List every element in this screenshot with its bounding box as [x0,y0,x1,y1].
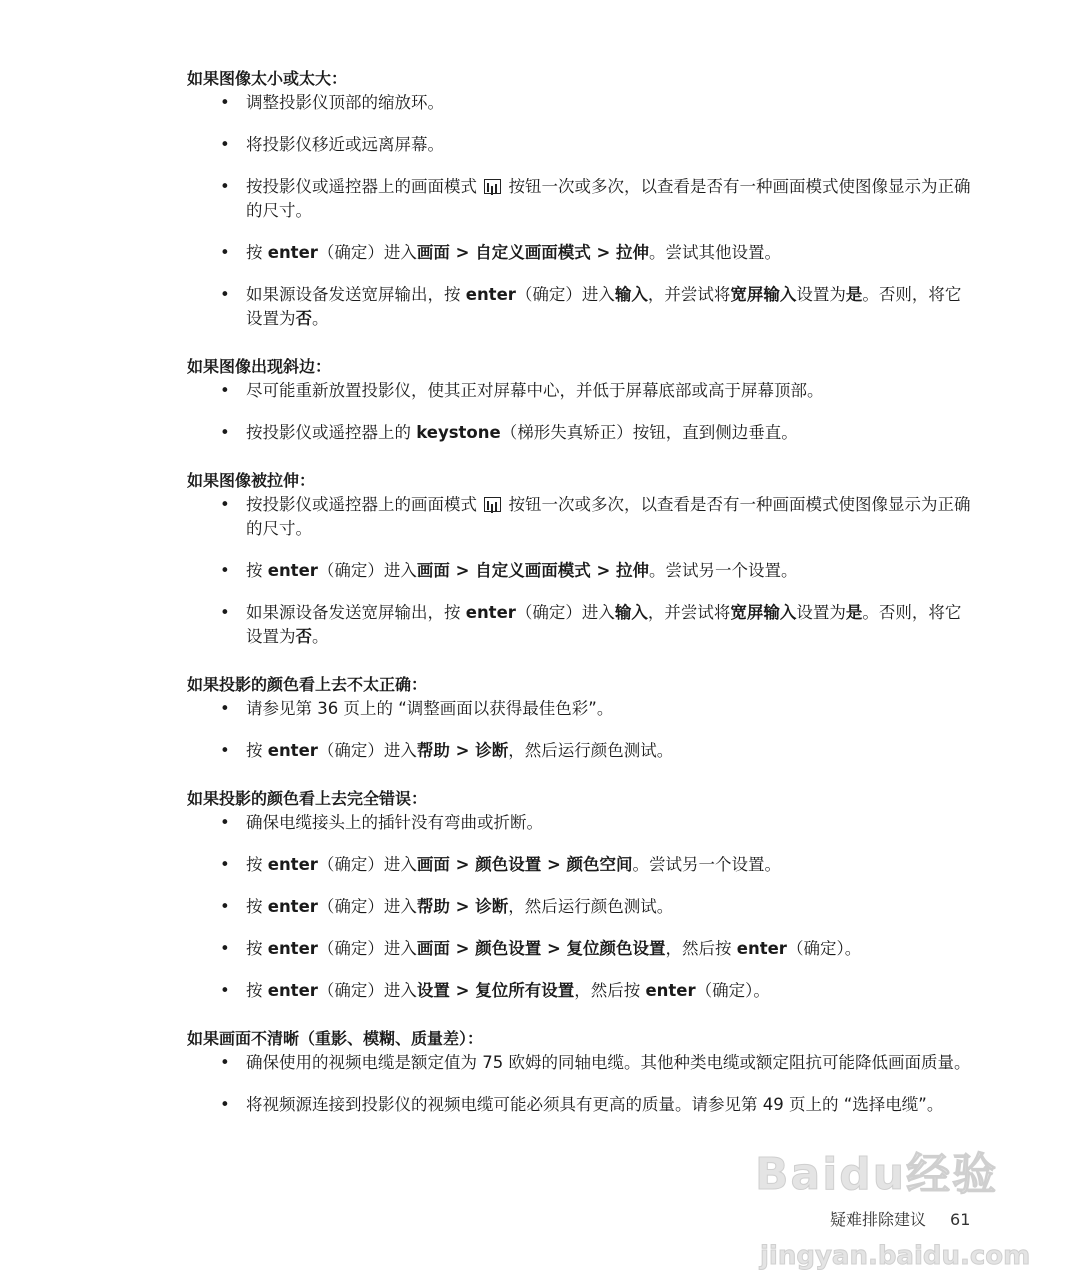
item-text: 。 [312,309,329,328]
item-text: （确定）进入 [317,981,417,1000]
bullet-icon: • [220,603,230,622]
bold-text: enter [267,981,318,1000]
item-text: 按 [246,939,268,958]
bold-text: enter [267,741,318,760]
item-text: 将投影仪移近或远离屏幕。 [246,135,444,154]
item-text: 按 [246,741,268,760]
item-text: ，并尝试将 [647,285,731,304]
section-heading: 如果图像被拉伸： [187,471,316,490]
list-item [187,241,976,265]
page-footer [830,1210,970,1230]
item-text: 按投影仪或遥控器上的画面模式 [246,177,483,196]
list-item [187,1051,976,1075]
bullet-list [187,811,987,1003]
bold-text: enter [267,939,318,958]
bold-text: 宽屏输入 [730,603,797,622]
bullet-icon: • [220,285,230,304]
item-text: 尽可能重新放置投影仪，使其正对屏幕中心，并低于屏幕底部或高于屏幕顶部。 [246,381,824,400]
item-text: 确保电缆接头上的插针没有弯曲或折断。 [246,813,543,832]
bullet-list [187,493,987,649]
list-item [187,133,976,157]
troubleshooting-section [187,469,987,649]
bullet-icon: • [220,381,230,400]
bold-text: 宽屏输入 [730,285,797,304]
item-text: 按投影仪或遥控器上的画面模式 [246,495,483,514]
item-text: （确定）进入 [317,741,417,760]
item-text: ，然后运行颜色测试。 [508,741,674,760]
list-item [187,895,976,919]
bold-text: 画面 > 颜色设置 > 颜色空间 [416,855,633,874]
item-text: 按 [246,561,268,580]
section-heading: 如果画面不清晰（重影、模糊、质量差）： [187,1029,484,1048]
section-heading: 如果投影的颜色看上去不太正确： [187,675,428,694]
picture-mode-icon [484,497,501,512]
item-text: 设置为 [796,285,846,304]
section-heading: 如果图像太小或太大： [187,69,348,88]
item-text: 将视频源连接到投影仪的视频电缆可能必须具有更高的质量。请参见第 49 页上的 “选择电缆”。 [246,1095,944,1114]
item-text: 如果源设备发送宽屏输出，按 [246,603,466,622]
list-item [187,421,976,445]
bullet-icon: • [220,1095,230,1114]
item-text: （确定）进入 [317,561,417,580]
document-body [187,67,987,1141]
item-text: （确定）。 [786,939,862,958]
troubleshooting-section [187,355,987,445]
bullet-icon: • [220,561,230,580]
list-item [187,91,976,115]
item-text: 按 [246,897,268,916]
item-text: 。否则，将它设置为 [246,285,962,328]
bullet-list [187,91,987,331]
bullet-icon: • [220,495,230,514]
item-text: 按投影仪或遥控器上的 [246,423,417,442]
list-item [187,811,976,835]
item-text: （确定）进入 [515,603,615,622]
list-item [187,379,976,403]
bold-text: 是 [845,285,863,304]
troubleshooting-section [187,787,987,1003]
item-text: ，并尝试将 [647,603,731,622]
list-item [187,559,976,583]
bullet-icon: • [220,1053,230,1072]
item-text: 调整投影仪顶部的缩放环。 [246,93,444,112]
bullet-icon: • [220,93,230,112]
list-item [187,601,976,649]
list-item [187,493,976,541]
list-item [187,979,976,1003]
item-text: （确定）进入 [317,243,417,262]
item-text: （确定）进入 [515,285,615,304]
list-item [187,937,976,961]
picture-mode-icon [484,179,501,194]
bullet-icon: • [220,243,230,262]
bold-text: enter [267,855,318,874]
page-number: 61 [950,1210,971,1229]
list-item [187,739,976,763]
bold-text: 是 [845,603,863,622]
item-text: 如果源设备发送宽屏输出，按 [246,285,466,304]
item-text: 按 [246,243,268,262]
list-item [187,853,976,877]
bold-text: enter [267,561,318,580]
list-item [187,175,976,223]
item-text: 。尝试另一个设置。 [632,855,782,874]
item-text: 按钮一次或多次，以查看是否有一种画面模式使图像显示为正确的尺寸。 [246,495,971,538]
bullet-icon: • [220,135,230,154]
item-text: 请参见第 36 页上的 “调整画面以获得最佳色彩”。 [246,699,614,718]
item-text: 确保使用的视频电缆是额定值为 75 欧姆的同轴电缆。其他种类电缆或额定阻抗可能降低画面质量。 [246,1053,971,1072]
bold-text: keystone [416,423,501,442]
item-text: （梯形失真矫正）按钮，直到侧边垂直。 [500,423,798,442]
bold-text: 否 [295,627,312,646]
bullet-icon: • [220,897,230,916]
item-text: 。否则，将它设置为 [246,603,962,646]
bold-text: 帮助 > 诊断 [416,897,509,916]
bold-text: enter [267,897,318,916]
bullet-icon: • [220,939,230,958]
chapter-title: 疑难排除建议 [830,1210,927,1229]
bold-text: enter [645,981,696,1000]
section-heading: 如果图像出现斜边： [187,357,332,376]
bold-text: enter [465,285,516,304]
bullet-list [187,697,987,763]
item-text: 按 [246,855,268,874]
bullet-icon: • [220,981,230,1000]
item-text: ，然后按 [574,981,646,1000]
item-text: 按钮一次或多次，以查看是否有一种画面模式使图像显示为正确的尺寸。 [246,177,971,220]
bold-text: enter [465,603,516,622]
bold-text: 画面 > 自定义画面模式 > 拉伸 [416,561,650,580]
item-text: 。尝试另一个设置。 [649,561,798,580]
bullet-list [187,1051,987,1117]
bold-text: 帮助 > 诊断 [416,741,509,760]
item-text: 。 [312,627,329,646]
troubleshooting-section [187,67,987,331]
item-text: （确定）进入 [317,897,417,916]
bullet-icon: • [220,177,230,196]
bold-text: enter [736,939,787,958]
item-text: 按 [246,981,268,1000]
troubleshooting-section [187,673,987,763]
section-heading: 如果投影的颜色看上去完全错误： [187,789,428,808]
bullet-icon: • [220,423,230,442]
item-text: 设置为 [796,603,846,622]
bullet-list [187,379,987,445]
item-text: （确定）进入 [317,855,417,874]
list-item [187,283,976,331]
bullet-icon: • [220,699,230,718]
item-text: ，然后运行颜色测试。 [508,897,674,916]
bold-text: 画面 > 颜色设置 > 复位颜色设置 [416,939,666,958]
item-text: （确定）进入 [317,939,417,958]
bullet-icon: • [220,741,230,760]
watermark-url: jingyan.baidu.com [760,1241,1031,1271]
bullet-icon: • [220,855,230,874]
bold-text: 输入 [614,285,648,304]
bold-text: 否 [295,309,312,328]
item-text: 。尝试其他设置。 [649,243,782,262]
bullet-icon: • [220,813,230,832]
item-text: （确定）。 [695,981,770,1000]
list-item [187,697,976,721]
bold-text: enter [267,243,318,262]
troubleshooting-section [187,1027,987,1117]
list-item [187,1093,976,1117]
bold-text: 画面 > 自定义画面模式 > 拉伸 [416,243,650,262]
bold-text: 输入 [614,603,648,622]
item-text: ，然后按 [665,939,737,958]
bold-text: 设置 > 复位所有设置 [416,981,575,1000]
watermark-logo: Baidu经验 [755,1149,999,1200]
